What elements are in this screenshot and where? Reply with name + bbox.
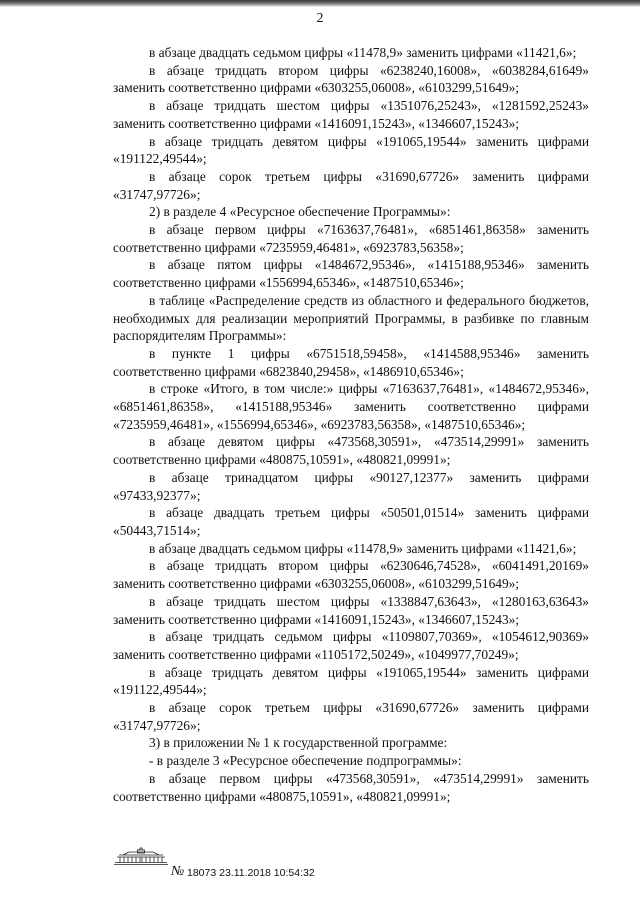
paragraph: в абзаце первом цифры «7163637,76481», «6851461,86358» заменить соответственно цифрами «7235959,46481», «6923783,56358»; (113, 222, 589, 255)
paragraph: в абзаце двадцать седьмом цифры «11478,9» заменить цифрами «11421,6»; (149, 45, 577, 60)
paragraph: в абзаце тридцать девятом цифры «191065,19544» заменить цифрами «191122,49544»; (113, 133, 589, 167)
paragraph: в абзаце сорок третьем цифры «31690,67726» заменить цифрами «31747,97726»; (113, 700, 589, 733)
registration-number-sign: № (171, 864, 185, 879)
government-building-stamp-icon (113, 846, 169, 866)
paragraph: в абзаце двадцать седьмом цифры «11478,9» заменить цифрами «11421,6»; (149, 540, 577, 556)
registration-number-timestamp: 18073 23.11.2018 10:54:32 (187, 867, 315, 879)
paragraph: в абзаце пятом цифры «1484672,95346», «1415188,95346» заменить соответственно цифрами «1556994,65346», «1487510,65346»; (113, 257, 589, 291)
paragraph: в пункте 1 цифры «6751518,59458», «1414588,95346» заменить соответственно цифрами «6823840,29458», «1486910,65346»; (113, 345, 589, 379)
registration-footer (113, 846, 413, 886)
paragraph: в абзаце тридцать втором цифры «6230646,74528», «6041491,20169» заменить соответственно цифрами «6303255,06008», «6103299,51649»; (113, 558, 589, 592)
paragraph: в абзаце девятом цифры «473568,30591», «473514,29991» заменить соответственно цифрами «480875,10591», «480821,09991»; (113, 434, 589, 468)
paragraph: в абзаце сорок третьем цифры «31690,67726» заменить цифрами «31747,97726»; (113, 168, 589, 202)
paragraph: в абзаце тринадцатом цифры «90127,12377» заменить цифрами «97433,92377»; (113, 469, 589, 503)
paragraph: в абзаце тридцать шестом цифры «1351076,25243», «1281592,25243» заменить соответственно цифрами «1416091,15243», «1346607,15243»; (113, 98, 589, 131)
paragraph: - в разделе 3 «Ресурсное обеспечение подпрограммы»: (149, 753, 462, 769)
paragraph: в абзаце тридцать девятом цифры «191065,19544» заменить цифрами «191122,49544»; (113, 664, 589, 698)
page-number: 2 (316, 11, 324, 26)
paragraph: в абзаце тридцать седьмом цифры «1109807,70369», «1054612,90369» заменить соответственно цифрами «1105172,50249», «1049977,70249»; (113, 629, 589, 662)
scan-top-edge (0, 0, 640, 7)
paragraph: в абзаце двадцать третьем цифры «50501,01514» заменить цифрами «50443,71514»; (113, 505, 589, 538)
document-body (113, 44, 589, 805)
paragraph: в абзаце тридцать шестом цифры «1338847,63643», «1280163,63643» заменить соответственно цифрами «1416091,15243», «1346607,15243»; (113, 593, 589, 627)
paragraph: в абзаце тридцать втором цифры «6238240,16008», «6038284,61649» заменить соответственно цифрами «6303255,06008», «6103299,51649»; (113, 62, 589, 96)
paragraph: 2) в разделе 4 «Ресурсное обеспечение Программы»: (149, 204, 451, 220)
paragraph: в абзаце первом цифры «473568,30591», «473514,29991» заменить соответственно цифрами «480875,10591», «480821,09991»; (113, 770, 589, 804)
paragraph: 3) в приложении № 1 к государственной программе: (149, 735, 448, 751)
paragraph: в строке «Итого, в том числе:» цифры «7163637,76481», «1484672,95346», «6851461,86358», «1415188,95346» заменить соответственно цифрами «7235959,46481», «1556994,65346», «6923783,56358», «1487510,65346»; (113, 381, 589, 432)
paragraph: в таблице «Распределение средств из областного и федерального бюджетов, необходимых для реализации мероприятий Программы, в разбивке по главным распорядителям Программы»: (113, 292, 589, 344)
